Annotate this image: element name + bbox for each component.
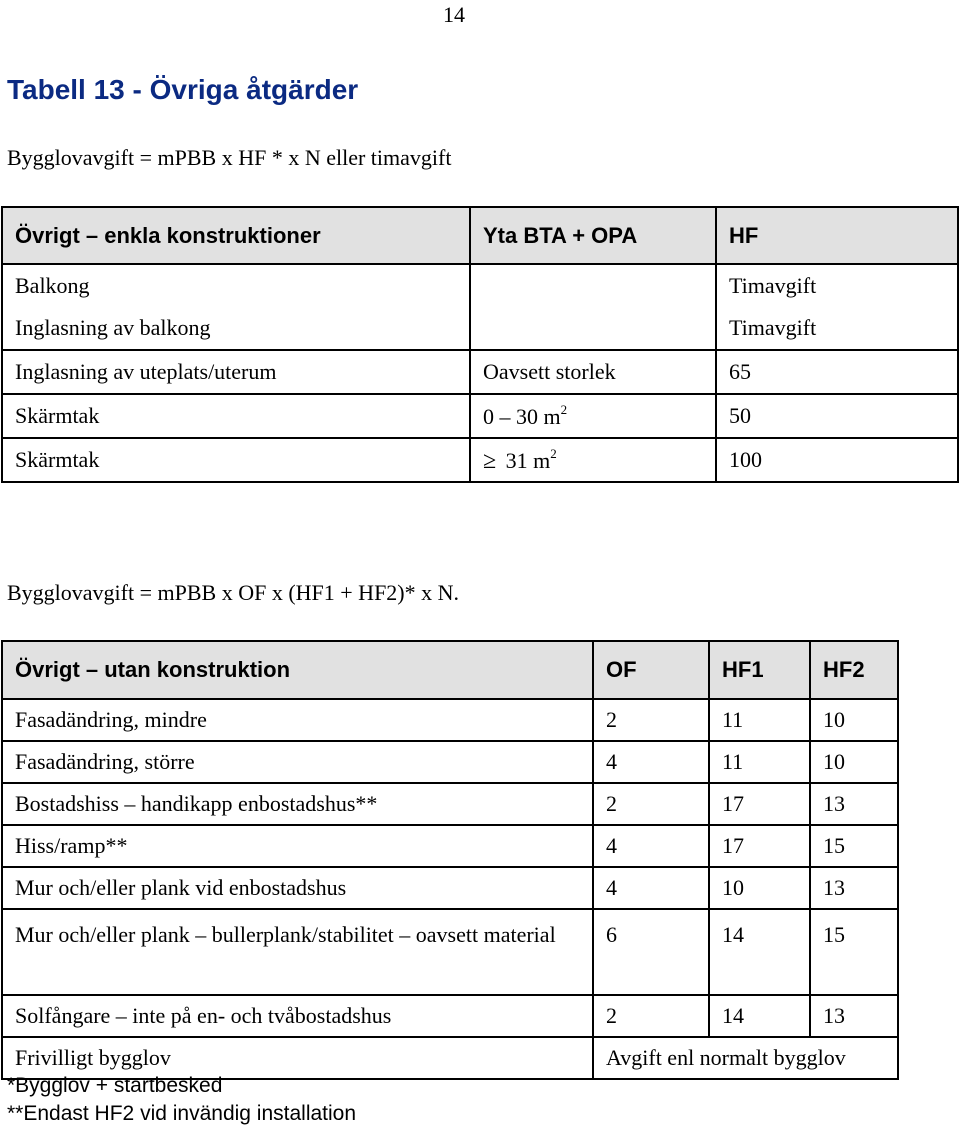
table-utan-konstruktion	[1, 640, 899, 1080]
table-row	[2, 867, 898, 909]
cell-hf2: 10	[810, 741, 898, 783]
cell-of: 6	[593, 909, 709, 995]
cell-area	[470, 307, 716, 350]
cell-of: 2	[593, 783, 709, 825]
cell-hf2: 15	[810, 825, 898, 867]
table-row	[2, 394, 958, 438]
page-number: 14	[443, 2, 465, 27]
page-title: Tabell 13 - Övriga åtgärder	[7, 74, 359, 105]
column-header: Övrigt – enkla konstruktioner	[2, 207, 470, 264]
cell-item: Mur och/eller plank vid enbostadshus	[2, 867, 593, 909]
footnote: **Endast HF2 vid invändig installation	[7, 1102, 357, 1125]
table-row	[2, 438, 958, 482]
column-header: HF2	[810, 641, 898, 699]
greater-equal-symbol: ≥	[483, 447, 497, 474]
cell-of: 4	[593, 825, 709, 867]
fee-formula-2: Bygglovavgift = mPBB x OF x (HF1 + HF2)* x N.	[7, 580, 460, 605]
cell-hf: Timavgift	[716, 307, 958, 350]
cell-hf2: 13	[810, 783, 898, 825]
cell-hf: 50	[716, 394, 958, 438]
table-header-row	[2, 641, 898, 699]
column-header: HF	[716, 207, 958, 264]
cell-hf2: 15	[810, 909, 898, 995]
cell-hf1: 10	[709, 867, 810, 909]
table-row	[2, 995, 898, 1037]
area-superscript: 2	[560, 402, 568, 417]
cell-hf2: 13	[810, 995, 898, 1037]
cell-of: 2	[593, 995, 709, 1037]
cell-item: Skärmtak	[2, 438, 470, 482]
table-row	[2, 783, 898, 825]
cell-of: 4	[593, 867, 709, 909]
table-row	[2, 307, 958, 350]
area-superscript: 2	[550, 445, 557, 461]
cell-item: Mur och/eller plank – bullerplank/stabilitet – oavsett material	[2, 909, 593, 995]
table-row	[2, 825, 898, 867]
cell-hf: 65	[716, 350, 958, 394]
cell-of: 2	[593, 699, 709, 741]
cell-hf2: 10	[810, 699, 898, 741]
cell-area: Oavsett storlek	[470, 350, 716, 394]
column-header: OF	[593, 641, 709, 699]
table-header-row	[2, 207, 958, 264]
column-header: Övrigt – utan konstruktion	[2, 641, 593, 699]
cell-area	[470, 264, 716, 307]
cell-hf: 100	[716, 438, 958, 482]
cell-item: Inglasning av balkong	[2, 307, 470, 350]
table-row	[2, 350, 958, 394]
cell-item: Skärmtak	[2, 394, 470, 438]
cell-area	[470, 394, 716, 438]
table-row	[2, 1037, 898, 1079]
cell-area	[470, 438, 716, 482]
cell-hf2: 13	[810, 867, 898, 909]
column-header: HF1	[709, 641, 810, 699]
cell-item: Bostadshiss – handikapp enbostadshus**	[2, 783, 593, 825]
cell-item: Inglasning av uteplats/uterum	[2, 350, 470, 394]
table-enkla-konstruktioner	[1, 206, 959, 483]
table-row	[2, 264, 958, 307]
cell-hf1: 11	[709, 699, 810, 741]
footnote: *Bygglov + startbesked	[7, 1074, 223, 1097]
cell-hf: Timavgift	[716, 264, 958, 307]
cell-item: Balkong	[2, 264, 470, 307]
cell-item: Fasadändring, mindre	[2, 699, 593, 741]
table-row	[2, 699, 898, 741]
cell-item: Hiss/ramp**	[2, 825, 593, 867]
cell-item: Solfångare – inte på en- och tvåbostadshus	[2, 995, 593, 1037]
cell-hf1: 11	[709, 741, 810, 783]
area-text: 0 – 30 m	[483, 404, 561, 429]
column-header: Yta BTA + OPA	[470, 207, 716, 264]
cell-item: Fasadändring, större	[2, 741, 593, 783]
cell-note: Avgift enl normalt bygglov	[593, 1037, 898, 1079]
cell-hf1: 14	[709, 909, 810, 995]
fee-formula-1: Bygglovavgift = mPBB x HF * x N eller timavgift	[7, 145, 452, 170]
cell-hf1: 17	[709, 783, 810, 825]
cell-item: Frivilligt bygglov	[2, 1037, 593, 1079]
cell-hf1: 17	[709, 825, 810, 867]
cell-hf1: 14	[709, 995, 810, 1037]
cell-of: 4	[593, 741, 709, 783]
table-row	[2, 909, 898, 995]
table-row	[2, 741, 898, 783]
area-text: 31 m	[500, 447, 551, 473]
